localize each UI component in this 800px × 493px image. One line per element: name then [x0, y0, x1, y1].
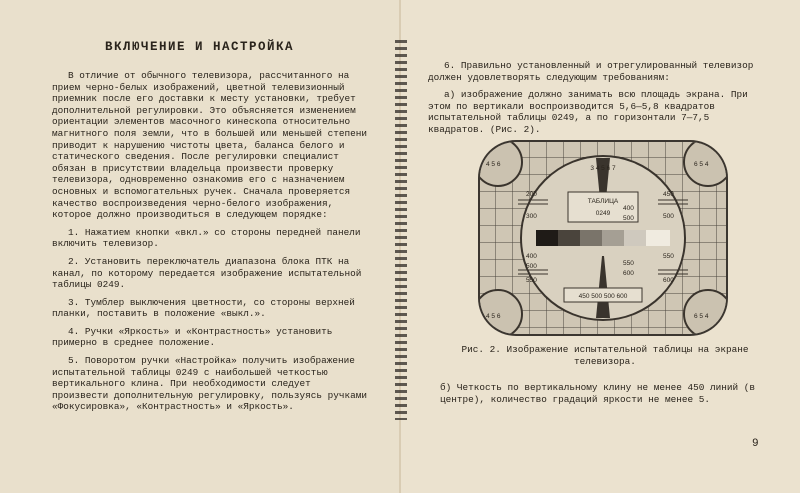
- requirement-a: а) изображение должно занимать всю площадь экрана. При этом по вертикали воспроизводится 5,6—5,8 квадратов испытательной таблицы 0249, а по горизонтали 7—7,5 квадратов. (Рис. 2).: [428, 89, 748, 135]
- corner-mark-tl: 4 5 6: [486, 161, 501, 168]
- bottom-row-marks: 450 500 500 600: [578, 293, 628, 300]
- left-mark-3: 400: [526, 253, 537, 260]
- center-mark-2: 500: [623, 215, 634, 222]
- right-mark-4: 600: [663, 277, 674, 284]
- left-body-text: [52, 70, 370, 419]
- intro-paragraph: В отличие от обычного телевизора, рассчитанного на прием черно-белых изображений, цветной телевизионный приемник после его доставки к месту установки, требует дополнительной регулировки. Это объясняется изменением ориентации элементов масочного кинескопа относительно магнитного поля земли, что в большей или меньшей степени приводит к нарушению чистоты цвета, баланса белого и статического сведения. После регулировки специалист обязан в присутствии владельца произвести проверку телевизора, одновременно ознакомив его с назначением основных и вспомогательных ручек. Сначала проверяется качество воспроизведения черно-белого изображения, которое должно производиться в следующем порядке:: [52, 70, 368, 221]
- right-mark-3: 550: [663, 253, 674, 260]
- right-body-text: [428, 60, 758, 142]
- requirement-6: 6. Правильно установленный и отрегулированный телевизор должен удовлетворять следующим требованиям:: [428, 60, 754, 83]
- test-card-image: [478, 140, 728, 336]
- corner-mark-tr: 6 5 4: [694, 161, 709, 168]
- test-card-label-1: ТАБЛИЦА: [587, 198, 619, 205]
- corner-mark-br: 6 5 4: [694, 313, 709, 320]
- left-mark-5: 550: [526, 277, 537, 284]
- right-mark-2: 500: [663, 213, 674, 220]
- step-2: 2. Установить переключатель диапазона блока ПТК на канал, по которому передается изображение испытательной таблицы 0249.: [52, 255, 362, 291]
- step-4: 4. Ручки «Яркость» и «Контрастность» установить примерно в среднее положение.: [52, 325, 333, 349]
- section-heading: ВКЛЮЧЕНИЕ И НАСТРОЙКА: [104, 40, 295, 54]
- left-mark-1: 200: [526, 191, 537, 198]
- center-mark-1: 400: [623, 205, 634, 212]
- test-card-label-2: 0249: [595, 210, 611, 217]
- top-wedge-marks: 3 4 5 6 7: [590, 165, 616, 172]
- spiral-binding: [395, 40, 407, 420]
- step-5: 5. Поворотом ручки «Настройка» получить изображение испытательной таблицы 0249 с наибольшей четкостью вертикального клина. При необходимости следует произвести дополнительную регулировку, пользуясь ручками «Фокусировка», «Контрастность» и «Яркость».: [52, 355, 368, 413]
- step-3: 3. Тумблер выключения цветности, со стороны верхней планки, поставить в положение «выкл.».: [52, 296, 355, 320]
- step-1: 1. Нажатием кнопки «вкл.» со стороны передней панели включить телевизор.: [52, 226, 361, 250]
- page-number: 9: [752, 438, 759, 450]
- test-card-figure: [478, 140, 728, 341]
- corner-mark-bl: 4 5 6: [486, 313, 501, 320]
- right-mark-1: 450: [663, 191, 674, 198]
- left-mark-2: 300: [526, 213, 537, 220]
- requirement-b: б) Четкость по вертикальному клину не менее 450 линий (в центре), количество градаций яркости не менее 5.: [440, 382, 756, 405]
- left-mark-4: 500: [526, 263, 537, 270]
- center-mark-4: 600: [623, 270, 634, 277]
- figure-caption: Рис. 2. Изображение испытательной таблицы на экране телевизора.: [461, 344, 749, 367]
- center-mark-3: 550: [623, 260, 634, 267]
